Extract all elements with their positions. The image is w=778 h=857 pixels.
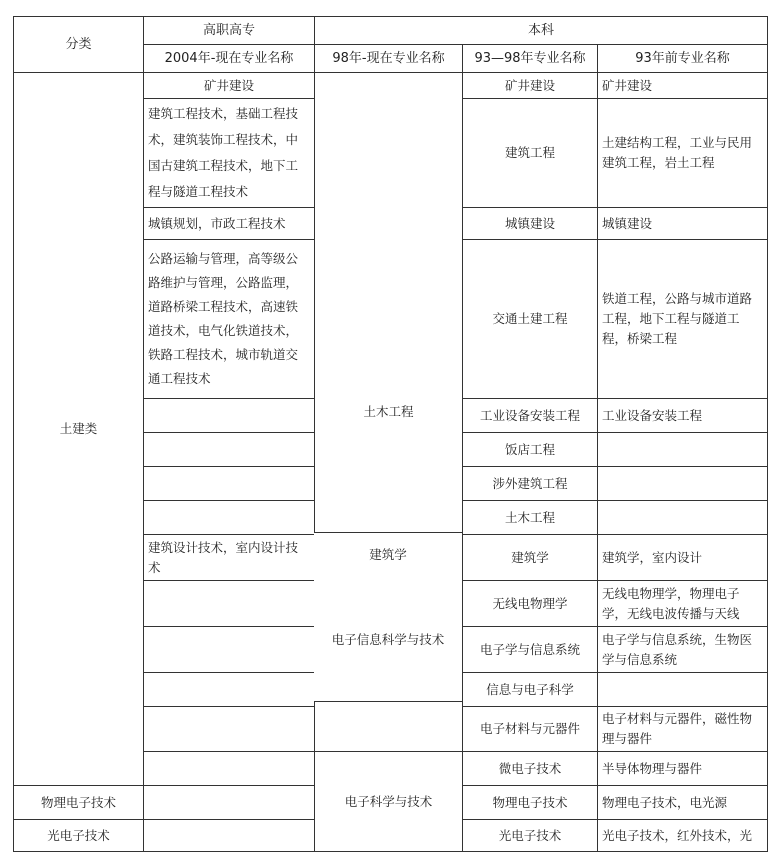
major93-98-cell: 涉外建筑工程 xyxy=(463,467,598,501)
vocational-cell xyxy=(144,467,315,501)
category-cell: 物理电子技术 xyxy=(14,786,144,820)
col-93-98-header: 93—98年专业名称 xyxy=(463,45,598,73)
category-header: 分类 xyxy=(14,17,144,73)
major93-98-cell: 信息与电子科学 xyxy=(463,673,598,707)
pre93-cell: 物理电子技术，电光源 xyxy=(598,786,768,820)
vocational-cell xyxy=(144,501,315,535)
pre93-cell xyxy=(598,673,768,707)
col-98-header: 98年-现在专业名称 xyxy=(315,45,463,73)
major93-98-cell: 矿井建设 xyxy=(463,73,598,99)
major93-98-cell: 光电子技术 xyxy=(463,820,598,852)
vocational-cell xyxy=(144,627,315,673)
vocational-cell xyxy=(144,752,315,786)
pre93-cell: 无线电物理学，物理电子学，无线电波传播与天线 xyxy=(598,581,768,627)
category-cell: 土建类 xyxy=(14,73,144,786)
header-row-1 xyxy=(14,17,768,45)
vocational-cell: 建筑工程技术，基础工程技术，建筑装饰工程技术，中国古建筑工程技术，地下工程与隧道工程技术 xyxy=(144,99,315,208)
pre93-cell: 矿井建设 xyxy=(598,73,768,99)
vocational-cell: 建筑设计技术，室内设计技术 xyxy=(144,535,315,581)
pre93-cell xyxy=(598,501,768,535)
vocational-cell: 公路运输与管理，高等级公路维护与管理，公路监理，道路桥梁工程技术，高速铁道技术，电气化铁道技术，铁路工程技术，城市轨道交通工程技术 xyxy=(144,240,315,399)
major93-98-cell: 无线电物理学 xyxy=(463,581,598,627)
major93-98-cell: 土木工程 xyxy=(463,501,598,535)
vocational-cell xyxy=(144,820,315,852)
major98-electronic-info-label: 电子信息科学与技术 xyxy=(314,577,462,702)
major-name-mapping-table xyxy=(13,16,768,852)
col-pre93-header: 93年前专业名称 xyxy=(598,45,768,73)
vocational-cell xyxy=(144,707,315,752)
major93-98-cell: 工业设备安装工程 xyxy=(463,399,598,433)
pre93-cell: 土建结构工程，工业与民用建筑工程，岩土工程 xyxy=(598,99,768,208)
vocational-header: 高职高专 xyxy=(144,17,315,45)
pre93-cell: 电子材料与元器件，磁性物理与器件 xyxy=(598,707,768,752)
pre93-cell xyxy=(598,467,768,501)
pre93-cell: 工业设备安装工程 xyxy=(598,399,768,433)
major93-98-cell: 微电子技术 xyxy=(463,752,598,786)
vocational-cell xyxy=(144,581,315,627)
major93-98-cell: 饭店工程 xyxy=(463,433,598,467)
major98-cell: 电子科学与技术 xyxy=(315,752,463,852)
vocational-cell xyxy=(144,433,315,467)
major98-architecture-label: 建筑学 xyxy=(314,532,462,578)
vocational-cell xyxy=(144,399,315,433)
pre93-cell xyxy=(598,433,768,467)
category-cell: 光电子技术 xyxy=(14,820,144,852)
pre93-cell: 城镇建设 xyxy=(598,208,768,240)
major93-98-cell: 物理电子技术 xyxy=(463,786,598,820)
major93-98-cell: 交通土建工程 xyxy=(463,240,598,399)
major98-cell: 土木工程 xyxy=(315,73,463,752)
major93-98-cell: 建筑学 xyxy=(463,535,598,581)
major93-98-cell: 城镇建设 xyxy=(463,208,598,240)
vocational-cell: 城镇规划，市政工程技术 xyxy=(144,208,315,240)
pre93-cell: 电子学与信息系统，生物医学与信息系统 xyxy=(598,627,768,673)
undergrad-header: 本科 xyxy=(315,17,768,45)
major93-98-cell: 建筑工程 xyxy=(463,99,598,208)
pre93-cell: 建筑学，室内设计 xyxy=(598,535,768,581)
major93-98-cell: 电子学与信息系统 xyxy=(463,627,598,673)
major93-98-cell: 电子材料与元器件 xyxy=(463,707,598,752)
table-row xyxy=(14,73,768,99)
pre93-cell: 铁道工程，公路与城市道路工程，地下工程与隧道工程，桥梁工程 xyxy=(598,240,768,399)
vocational-cell xyxy=(144,673,315,707)
vocational-cell xyxy=(144,786,315,820)
pre93-cell: 半导体物理与器件 xyxy=(598,752,768,786)
col-2004-header: 2004年-现在专业名称 xyxy=(144,45,315,73)
pre93-cell: 光电子技术，红外技术，光 xyxy=(598,820,768,852)
vocational-cell: 矿井建设 xyxy=(144,73,315,99)
